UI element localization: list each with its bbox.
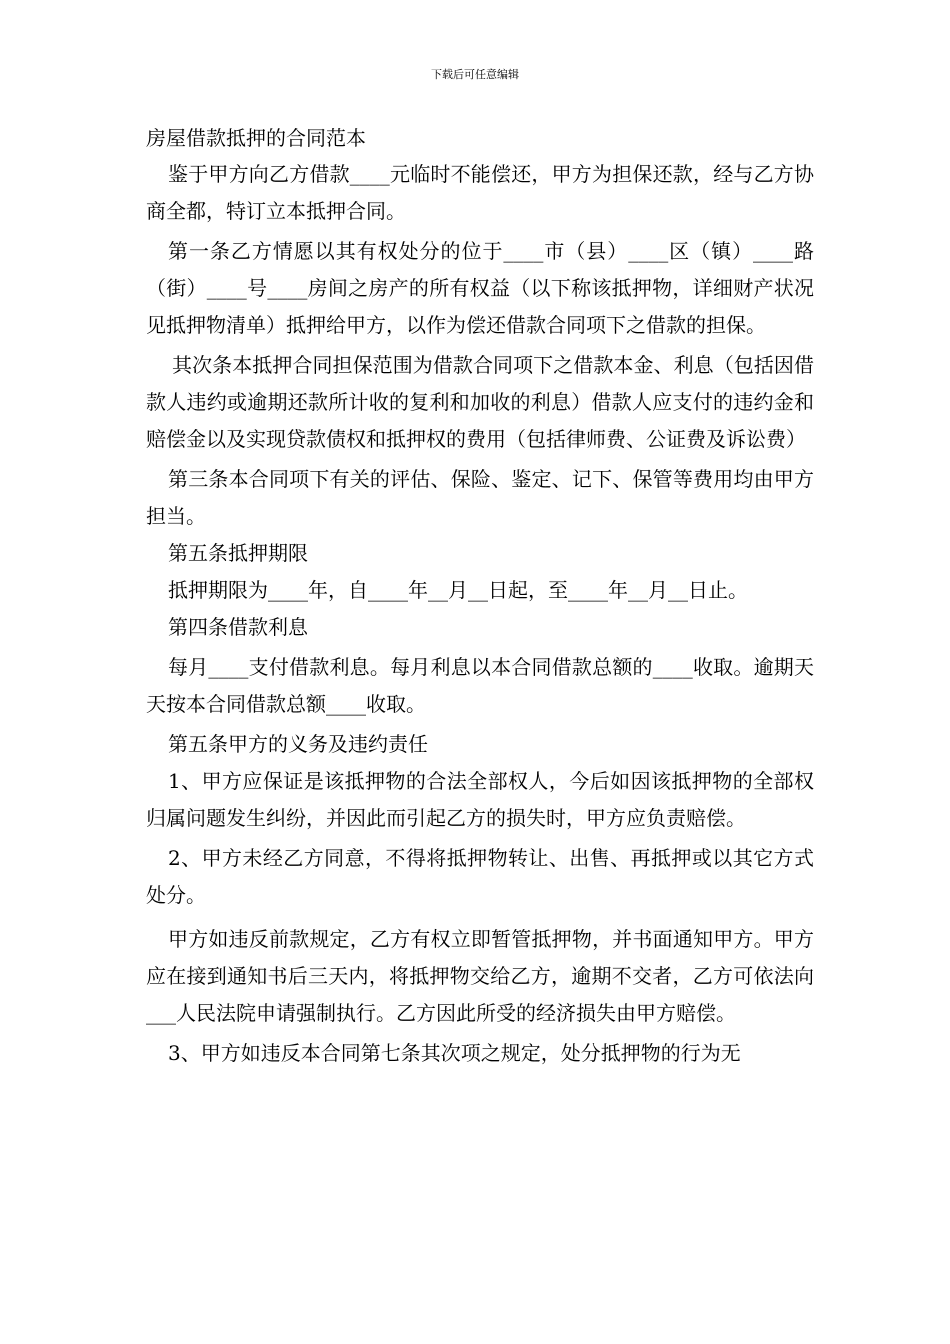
paragraph-loan-interest: 每月____支付借款利息。每月利息以本合同借款总额的____收取。逾期天天按本合同借款总额____收取。 [146, 655, 814, 716]
paragraph-preamble: 鉴于甲方向乙方借款____元临时不能偿还，甲方为担保还款，经与乙方协商全都，特订立本抵押合同。 [146, 162, 814, 223]
paragraph-breach-remedy: 甲方如违反前款规定，乙方有权立即暂管抵押物，并书面通知甲方。甲方应在接到通知书后三天内，将抵押物交给乙方，逾期不交者，乙方可依法向___人民法院申请强制执行。乙方因此所受的经济损失由甲方赔偿。 [146, 927, 814, 1025]
heading-mortgage-term: 第五条抵押期限 [168, 541, 308, 565]
paragraph-article-3: 第三条本合同项下有关的评估、保险、鉴定、记下、保管等费用均由甲方担当。 [146, 467, 814, 528]
document-title: 房屋借款抵押的合同范本 [146, 126, 366, 150]
paragraph-article-1: 第一条乙方情愿以其有权处分的位于____市（县）____区（镇）____路（街）____号____房间之房产的所有权益（以下称该抵押物，详细财产状况见抵押物清单）抵押给甲方，以作为偿还借款合同项下之借款的担保。 [146, 239, 814, 337]
heading-party-a-obligations: 第五条甲方的义务及违约责任 [168, 732, 428, 756]
paragraph-mortgage-term: 抵押期限为____年，自____年__月__日起，至____年__月__日止。 [168, 578, 748, 602]
paragraph-obligation-2: 2、甲方未经乙方同意，不得将抵押物转让、出售、再抵押或以其它方式处分。 [146, 846, 814, 907]
document-body [146, 122, 814, 1072]
paragraph-article-2: 其次条本抵押合同担保范围为借款合同项下之借款本金、利息（包括因借款人违约或逾期还款所计收的复利和加收的利息）借款人应支付的违约金和赔偿金以及实现贷款债权和抵押权的费用（包括律师费、公证费及诉讼费） [146, 353, 814, 451]
paragraph-obligation-3: 3、甲方如违反本合同第七条其次项之规定，处分抵押物的行为无 [168, 1041, 741, 1065]
heading-loan-interest: 第四条借款利息 [168, 615, 308, 639]
header-note: 下载后可任意编辑 [431, 68, 519, 81]
paragraph-obligation-1: 1、甲方应保证是该抵押物的合法全部权人，今后如因该抵押物的全部权归属问题发生纠纷，并因此而引起乙方的损失时，甲方应负责赔偿。 [146, 769, 814, 830]
